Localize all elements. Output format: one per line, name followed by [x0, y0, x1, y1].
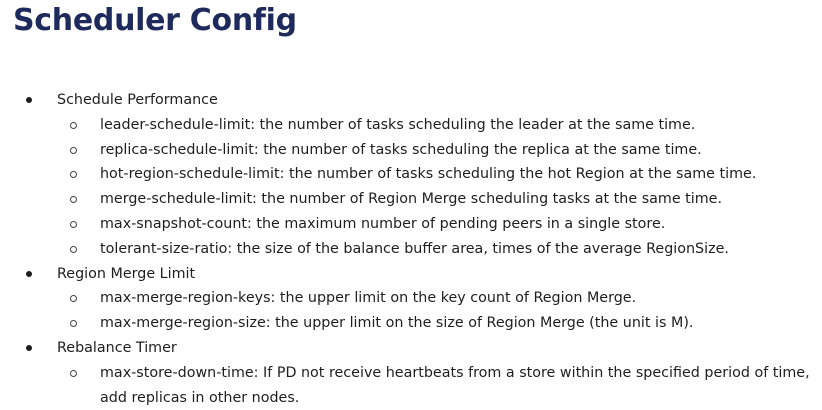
hollow-bullet-icon: [70, 147, 77, 154]
hollow-bullet-icon: [70, 171, 77, 178]
section-label: Schedule Performance: [57, 92, 218, 108]
item-text: leader-schedule-limit: the number of tasks scheduling the leader at the same time.: [100, 116, 696, 133]
list-item: [0, 311, 822, 336]
list-item: [0, 187, 822, 212]
list-item: [0, 361, 812, 410]
slide-title: Scheduler Config: [13, 3, 297, 38]
bullet-list: [0, 88, 822, 410]
section-schedule-performance: [0, 88, 822, 113]
list-item: [0, 162, 822, 187]
item-text: hot-region-schedule-limit: the number of tasks scheduling the hot Region at the same time.: [100, 166, 757, 183]
item-text: tolerant-size-ratio: the size of the balance buffer area, times of the average RegionSize.: [100, 240, 729, 257]
item-text: max-snapshot-count: the maximum number of pending peers in a single store.: [100, 215, 666, 232]
hollow-bullet-icon: [70, 122, 77, 129]
filled-bullet-icon: [26, 97, 32, 103]
section-label: Region Merge Limit: [57, 265, 196, 282]
section-rebalance-timer: [0, 336, 822, 361]
item-text: max-store-down-time: If PD not receive heartbeats from a store within the specified period of time, add replicas in other nodes.: [100, 364, 810, 406]
list-item: [0, 237, 822, 262]
list-item: [0, 286, 822, 311]
list-item: [0, 113, 822, 138]
list-item: [0, 212, 822, 237]
hollow-bullet-icon: [70, 246, 77, 253]
filled-bullet-icon: [26, 271, 32, 277]
hollow-bullet-icon: [70, 295, 77, 302]
hollow-bullet-icon: [70, 320, 77, 327]
hollow-bullet-icon: [70, 370, 77, 377]
hollow-bullet-icon: [70, 196, 77, 203]
item-text: max-merge-region-keys: the upper limit on the key count of Region Merge.: [100, 290, 637, 307]
hollow-bullet-icon: [70, 221, 77, 228]
list-item: [0, 138, 822, 163]
item-text: merge-schedule-limit: the number of Region Merge scheduling tasks at the same time.: [100, 191, 723, 208]
item-text: max-merge-region-size: the upper limit on the size of Region Merge (the unit is M).: [100, 315, 694, 332]
filled-bullet-icon: [26, 345, 32, 351]
item-text: replica-schedule-limit: the number of tasks scheduling the replica at the same time.: [100, 141, 702, 158]
section-label: Rebalance Timer: [57, 339, 177, 356]
section-region-merge-limit: [0, 262, 822, 287]
